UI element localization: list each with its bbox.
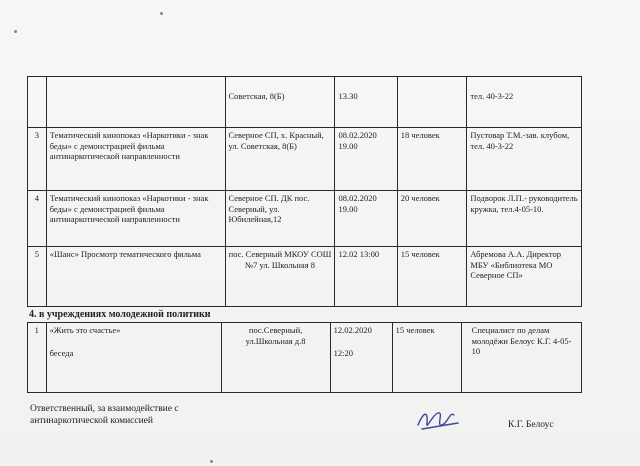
row-number: 5 (28, 247, 47, 307)
event-cell: «Шанс» Просмотр тематического фильма (46, 247, 225, 307)
event-cell (46, 77, 225, 128)
participants-cell (397, 77, 467, 128)
event-type: беседа (49, 347, 74, 358)
signer-name: К.Г. Белоус (508, 420, 554, 430)
responsible-cell: тел. 40-3-22 (467, 77, 582, 128)
participants-cell: 18 человек (397, 128, 467, 191)
place-cell: пос.Северный, ул.Школьная д.8 (221, 323, 330, 393)
footer-line-2: антинаркотической комиссией (30, 416, 153, 427)
section-heading: 4. в учреждениях молодежной политики (29, 309, 211, 320)
event-cell: Тематический кинопоказ «Наркотики - знак беды» с демонстрацией фильма антинаркотической направленности (46, 191, 225, 247)
place-cell: Советская, 8(Б) (225, 77, 335, 128)
row-number: 1 (28, 323, 47, 393)
place-cell: пос. Северный МКОУ СОШ №7 ул. Школьная 8 (225, 247, 335, 307)
responsible-cell: Специалист по делам молодёжи Белоус К.Г. 4-05-10 (461, 323, 581, 393)
date-cell: 12.02 13:00 (335, 247, 397, 307)
event-title: «Жить это счастье» (49, 325, 121, 335)
place-cell: Северное СП, х. Красный, ул. Советская, 8(Б) (225, 128, 335, 191)
signature-icon (414, 405, 462, 437)
date-cell (330, 323, 392, 393)
table-row (28, 323, 582, 393)
participants-cell: 20 человек (397, 191, 467, 247)
table-row (28, 191, 582, 247)
scan-dot (210, 460, 213, 463)
row-number (28, 77, 47, 128)
responsible-cell: Пустовар Т.М.-зав. клубом, тел. 40-3-22 (467, 128, 582, 191)
participants-cell: 15 человек (392, 323, 461, 393)
row-number: 3 (28, 128, 47, 191)
date-cell: 13.30 (335, 77, 397, 128)
participants-cell: 15 человек (397, 247, 467, 307)
youth-policy-table (27, 322, 582, 393)
event-date: 12.02.2020 (333, 325, 372, 335)
table-row (28, 77, 582, 128)
place-cell: Северное СП. ДК пос. Северный, ул. Юбилейная,12 (225, 191, 335, 247)
table-row (28, 128, 582, 191)
events-table (27, 76, 582, 307)
footer-line-1: Ответственный, за взаимодействие с (30, 404, 179, 414)
footer-responsible (30, 403, 179, 428)
scan-dot (160, 12, 163, 15)
responsible-cell: Подворок Л.П.- руководитель кружка, тел.4-05-10. (467, 191, 582, 247)
row-number: 4 (28, 191, 47, 247)
event-time: 12:20 (333, 347, 354, 358)
responsible-cell: Абремова А.А. Директор МБУ «Библиотека МО Северное СП» (467, 247, 582, 307)
table-row (28, 247, 582, 307)
event-cell (46, 323, 221, 393)
scan-dot (14, 30, 17, 33)
date-cell: 08.02.2020 19.00 (335, 128, 397, 191)
event-cell: Тематический кинопоказ «Наркотики - знак беды» с демонстрацией фильма антинаркотической направленности (46, 128, 225, 191)
date-cell: 08.02.2020 19.00 (335, 191, 397, 247)
